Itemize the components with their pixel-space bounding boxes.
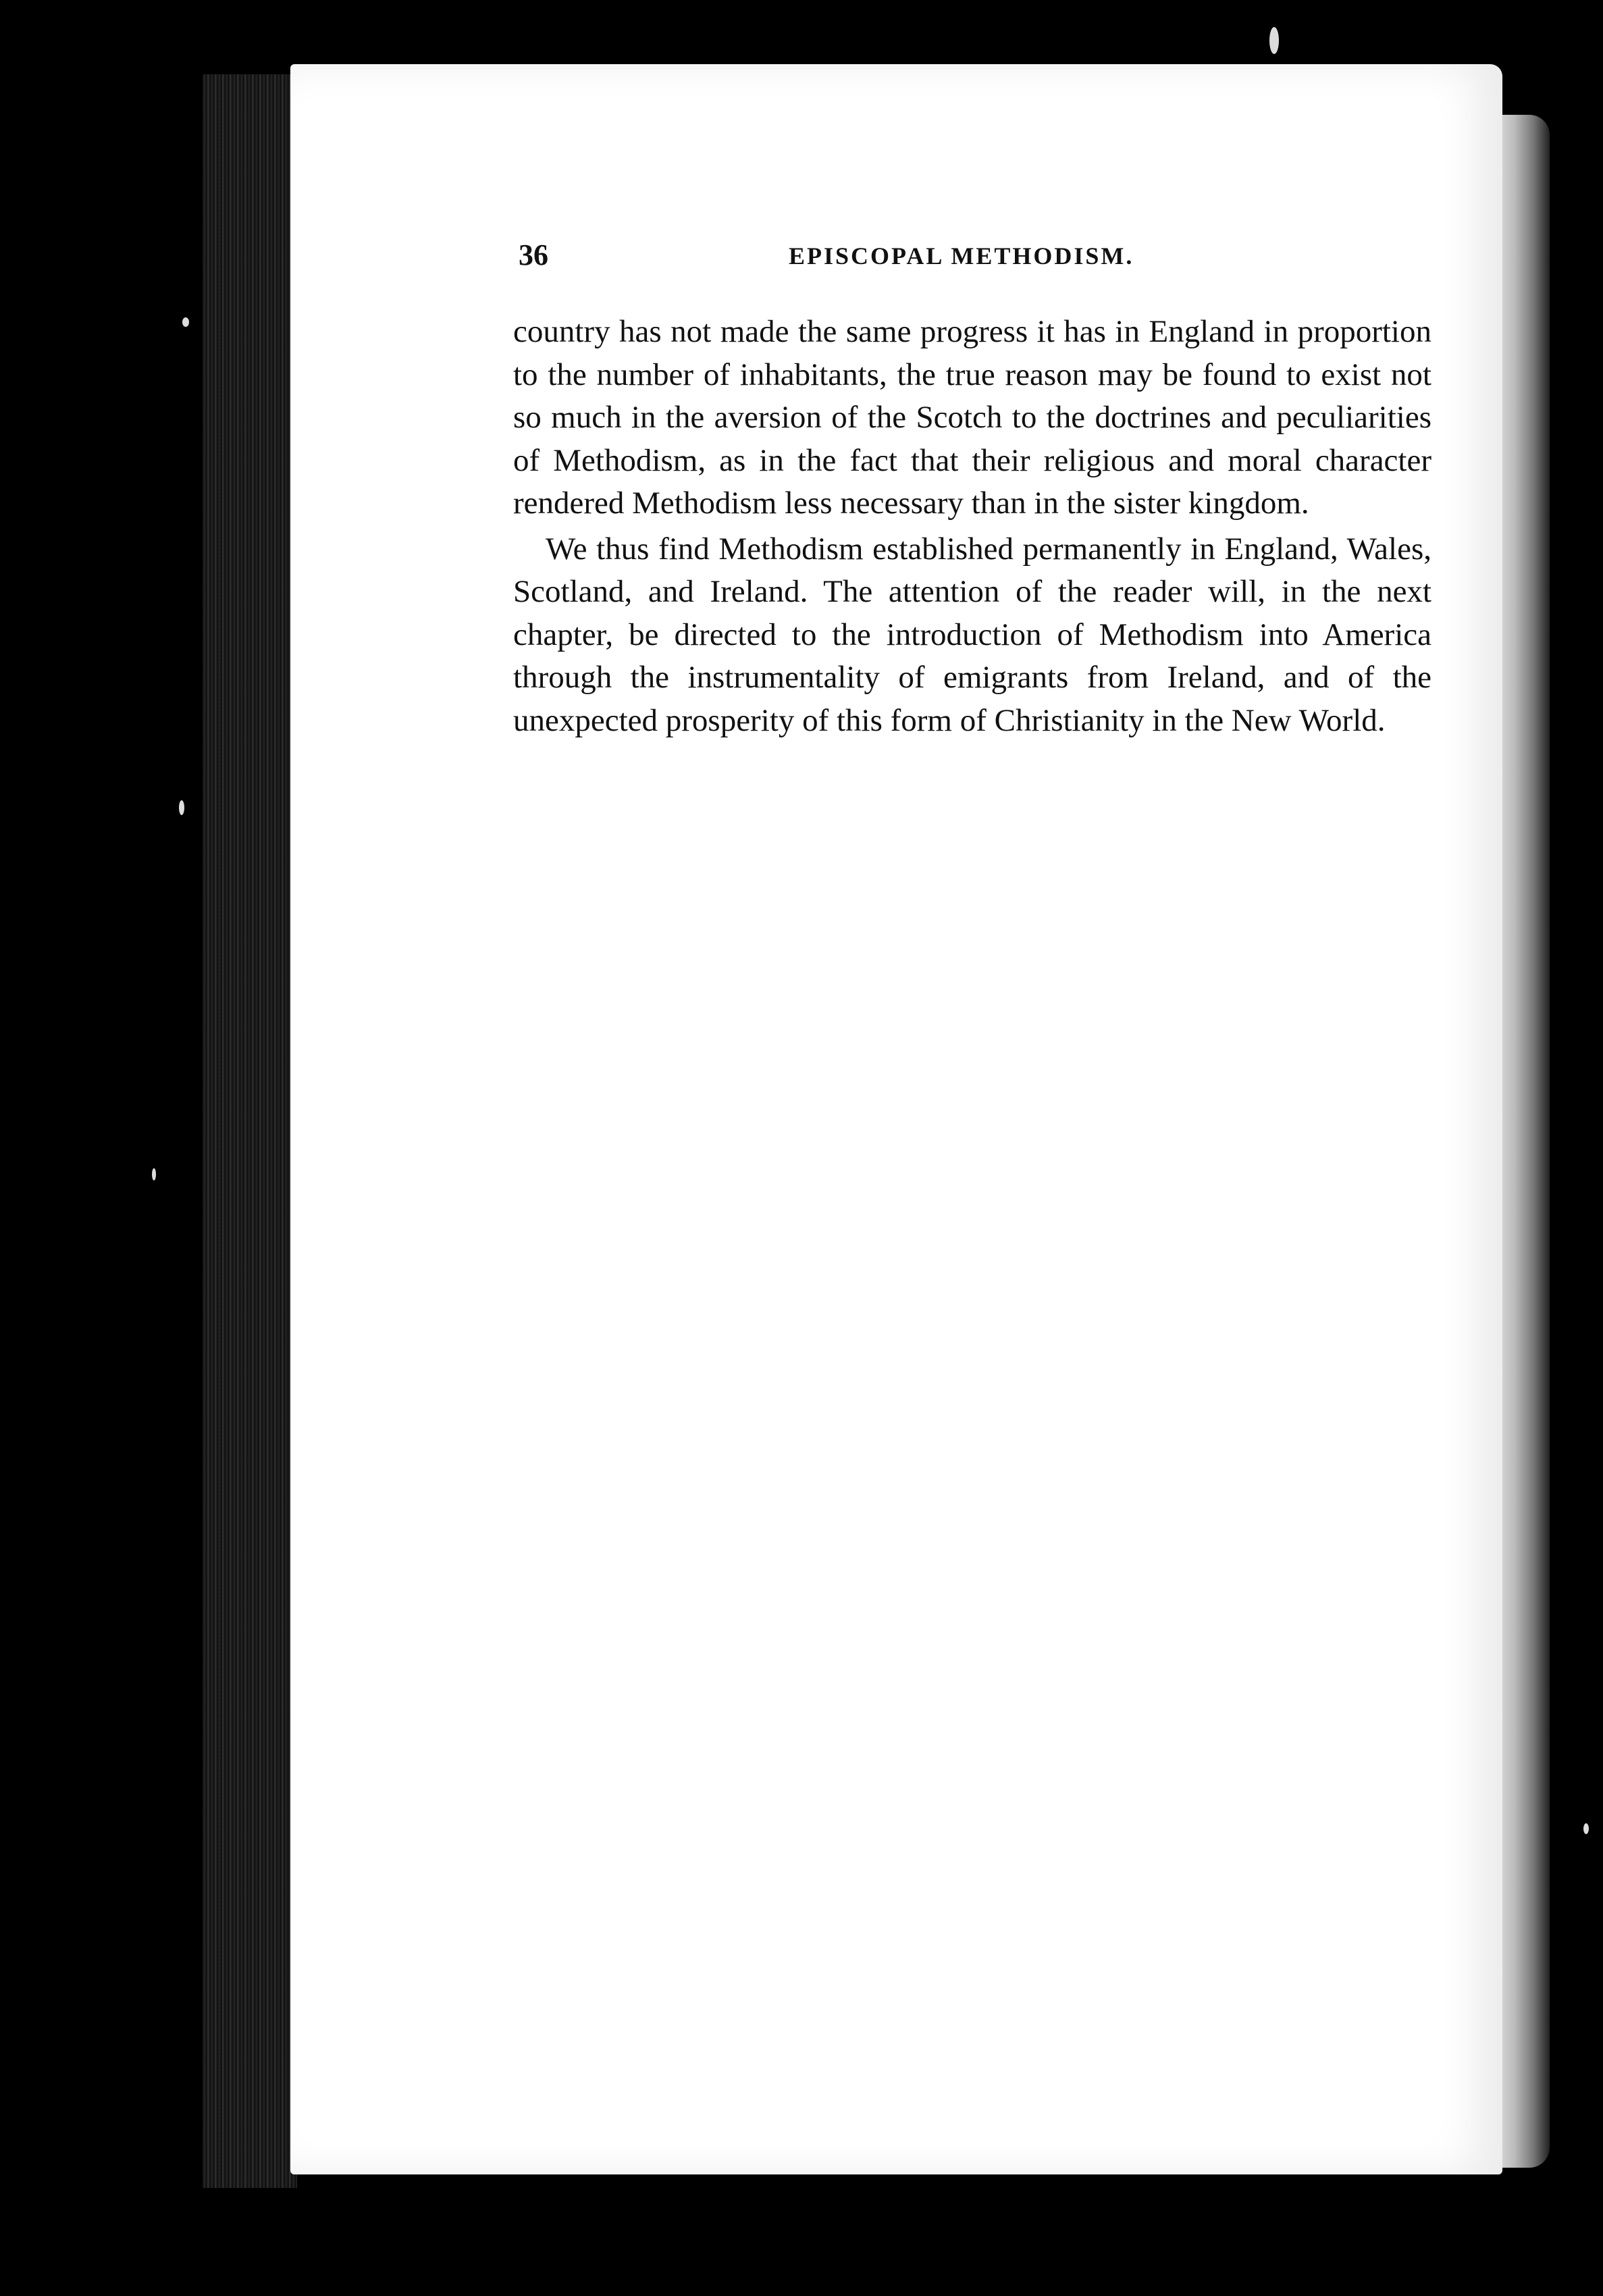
page-number: 36 (519, 238, 548, 271)
dust-speck (152, 1168, 156, 1180)
dust-speck (182, 317, 189, 327)
dust-speck (179, 800, 184, 815)
book-page-edges (203, 74, 297, 2188)
running-head-title: EPISCOPAL METHODISM. (789, 242, 1134, 269)
running-head (519, 238, 1417, 278)
body-text (513, 311, 1431, 742)
paragraph: We thus find Methodism established permanently in England, Wales, Scotland, and Ireland. The attention of the reader will, in the next chapter, be directed to the introduction of Methodism into America through the instrumentality of emigrants from Ireland, and of the unexpected prosperity of this form of Christianity in the New World. (513, 531, 1431, 738)
dust-speck (1269, 27, 1279, 54)
paragraph: country has not made the same progress it has in England in proportion to the number of inhabitants, the true reason may be found to exist not so much in the aversion of the Scotch to the doctrines and peculiarities of Methodism, as in the fact that their religious and moral character rendered Methodism less necessary than in the sister kingdom. (513, 314, 1431, 521)
right-page-edge (1496, 115, 1550, 2168)
dust-speck (1583, 1823, 1589, 1834)
